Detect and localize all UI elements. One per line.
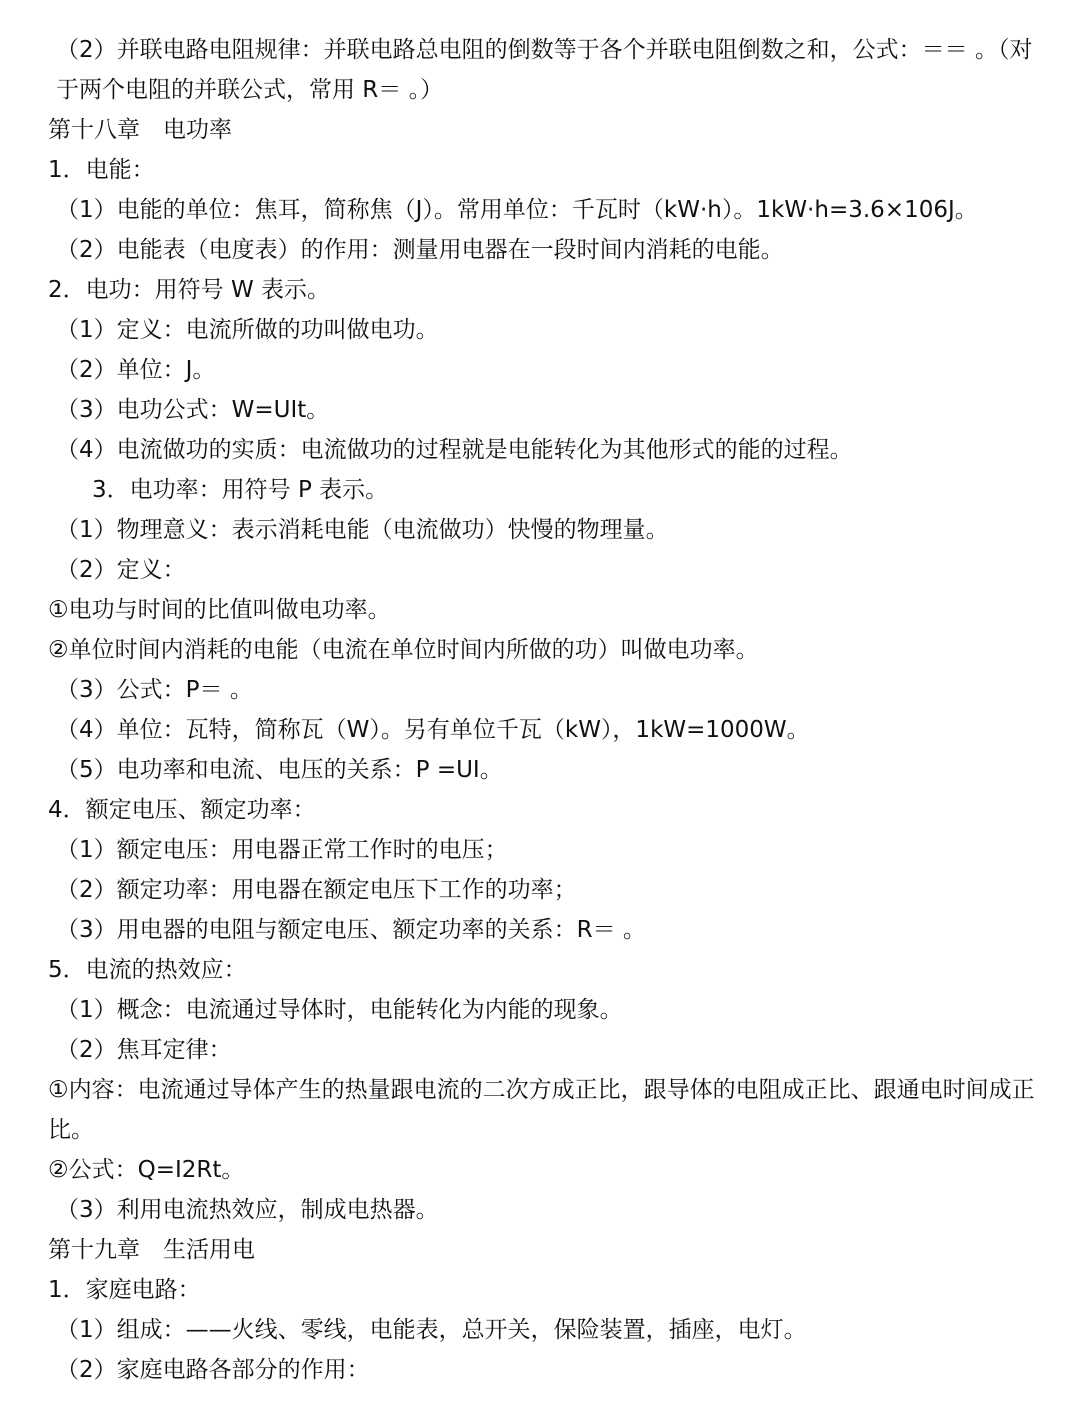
text-line: （2）焦耳定律： (56, 1037, 232, 1063)
text-line: （1）物理意义：表示消耗电能（电流做功）快慢的物理量。 (56, 517, 669, 543)
text-line: （2）额定功率：用电器在额定电压下工作的功率； (56, 877, 577, 903)
text-line: ②单位时间内消耗的电能（电流在单位时间内所做的功）叫做电功率。 (48, 637, 759, 663)
text-line: （1）组成：——火线、零线，电能表，总开关，保险装置，插座，电灯。 (56, 1317, 807, 1343)
text-line: （2）定义： (56, 557, 186, 583)
text-line: （2）电能表（电度表）的作用：测量用电器在一段时间内消耗的电能。 (56, 237, 784, 263)
text-line: （3）用电器的电阻与额定电压、额定功率的关系：R＝ 。 (56, 917, 646, 943)
section-heading: 1．电能： (48, 157, 155, 183)
text-line: （2）家庭电路各部分的作用： (56, 1357, 370, 1383)
text-line: （1）电能的单位：焦耳，简称焦（J）。常用单位：千瓦时（kW·h）。1kW·h=3.6×106J。 (56, 197, 978, 223)
text-line: （5）电功率和电流、电压的关系：P =UI。 (56, 757, 503, 783)
text-line: ①内容：电流通过导体产生的热量跟电流的二次方成正比，跟导体的电阻成正比、跟通电时间成正比。 (48, 1077, 1035, 1143)
parallel-resistance-rule: （2）并联电路电阻规律：并联电路总电阻的倒数等于各个并联电阻倒数之和，公式：＝＝ 。（对于两个电阻的并联公式，常用 R＝ 。） (56, 37, 1033, 103)
section-heading: 4．额定电压、额定功率： (48, 797, 316, 823)
text-line: （1）定义：电流所做的功叫做电功。 (56, 317, 439, 343)
section-heading: 3．电功率：用符号 P 表示。 (92, 477, 389, 503)
text-line: （3）电功公式：W=UIt。 (56, 397, 330, 423)
text-line: （2）单位：J。 (56, 357, 216, 383)
text-line: （3）利用电流热效应，制成电热器。 (56, 1197, 439, 1223)
text-line: （4）单位：瓦特，简称瓦（W）。另有单位千瓦（kW），1kW=1000W。 (56, 717, 810, 743)
document-body (48, 30, 1048, 1390)
text-line: （1）概念：电流通过导体时，电能转化为内能的现象。 (56, 997, 623, 1023)
text-line: ①电功与时间的比值叫做电功率。 (48, 597, 391, 623)
text-line: （4）电流做功的实质：电流做功的过程就是电能转化为其他形式的能的过程。 (56, 437, 853, 463)
section-heading: 5．电流的热效应： (48, 957, 247, 983)
section-heading: 2．电功：用符号 W 表示。 (48, 277, 330, 303)
text-line: （3）公式：P＝ 。 (56, 677, 253, 703)
text-line: ②公式：Q=I2Rt。 (48, 1157, 245, 1183)
text-line: （1）额定电压：用电器正常工作时的电压； (56, 837, 508, 863)
chapter-19-heading: 第十九章 生活用电 (48, 1237, 255, 1263)
section-heading: 1．家庭电路： (48, 1277, 201, 1303)
chapter-18-heading: 第十八章 电功率 (48, 117, 232, 143)
